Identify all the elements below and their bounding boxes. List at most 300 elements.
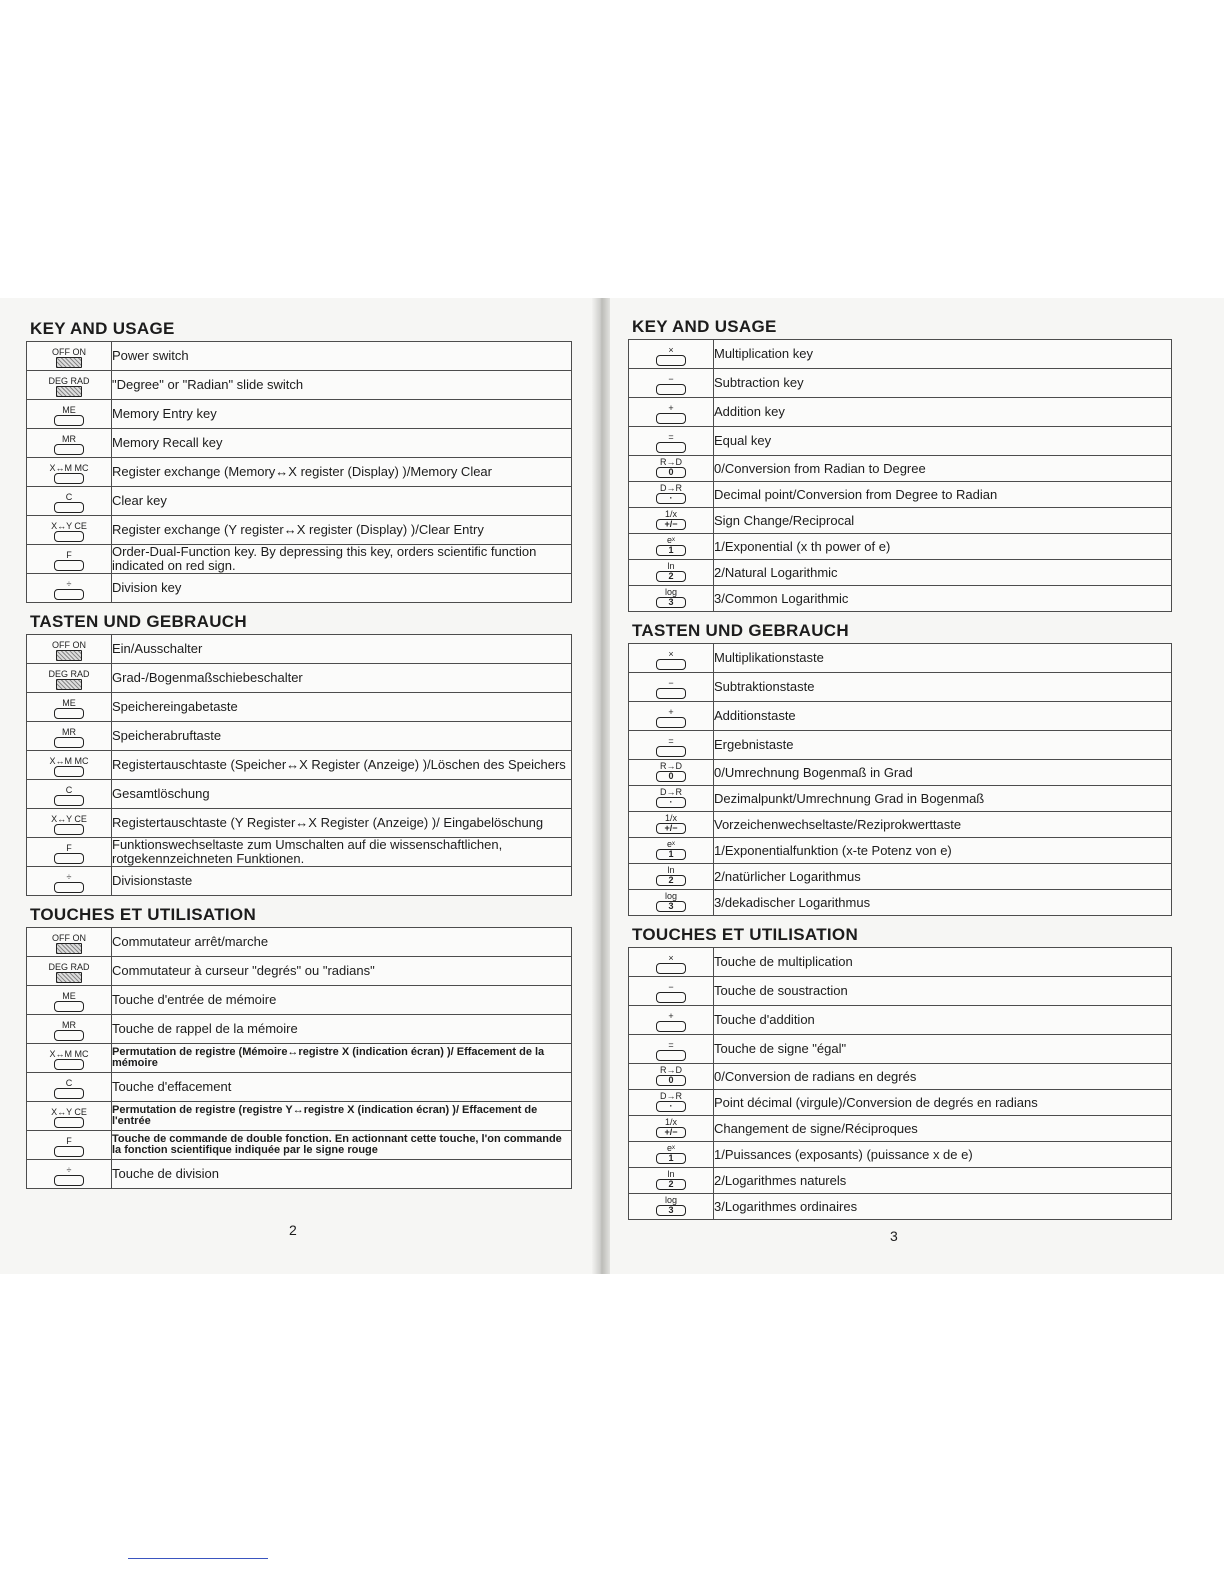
calculator-key-icon (39, 641, 99, 663)
calculator-key-icon (641, 375, 701, 397)
key-cap: 1 (656, 545, 686, 556)
calculator-key-icon (641, 588, 701, 610)
key-row (27, 664, 572, 693)
key-cap: +/− (656, 519, 686, 530)
key-cap (54, 473, 84, 484)
key-row (27, 516, 572, 545)
calculator-key-icon (641, 892, 701, 914)
key-row (629, 398, 1172, 427)
key-symbol-cell (629, 760, 714, 786)
key-symbol-cell (27, 928, 112, 957)
key-description: Divisionstaste (112, 867, 572, 896)
key-legend: C (65, 785, 73, 795)
key-cap (54, 531, 84, 542)
key-cap (656, 746, 686, 757)
calculator-key-icon (641, 650, 701, 672)
key-description: Speicherabruftaste (112, 722, 572, 751)
key-description: Register exchange (Y register↔X register (Display) )/Clear Entry (112, 516, 572, 545)
key-symbol-cell (629, 977, 714, 1006)
key-legend: ÷ (66, 579, 72, 589)
key-cap (54, 824, 84, 835)
key-row (629, 1035, 1172, 1064)
key-cap (656, 1050, 686, 1061)
key-row (27, 751, 572, 780)
key-symbol-cell (629, 838, 714, 864)
key-symbol-cell (629, 482, 714, 508)
calculator-key-icon (641, 1196, 701, 1218)
key-legend: DEG RAD (48, 962, 90, 972)
key-description: 3/Logarithmes ordinaires (714, 1194, 1172, 1220)
calculator-key-icon (39, 757, 99, 779)
key-symbol-cell (629, 427, 714, 456)
key-row (27, 957, 572, 986)
calculator-key-icon (641, 562, 701, 584)
key-legend: MR (62, 727, 76, 737)
key-row (629, 760, 1172, 786)
calculator-key-icon (641, 1012, 701, 1034)
calculator-key-icon (39, 377, 99, 399)
calculator-key-icon (641, 708, 701, 730)
key-symbol-cell (27, 516, 112, 545)
key-row (27, 693, 572, 722)
key-description: Changement de signe/Réciproques (714, 1116, 1172, 1142)
key-cap (54, 415, 84, 426)
key-table-en (628, 339, 1172, 612)
key-description: Order-Dual-Function key. By depressing this key, orders scientific function indicated on red sign. (112, 545, 572, 574)
key-legend: ME (62, 405, 76, 415)
key-symbol-cell (27, 722, 112, 751)
footer-rule (128, 1558, 268, 1559)
key-description: Vorzeichenwechseltaste/Reziprokwerttaste (714, 812, 1172, 838)
key-row (629, 427, 1172, 456)
key-cap: 1 (656, 849, 686, 860)
key-table-de (628, 643, 1172, 916)
calculator-key-icon (39, 963, 99, 985)
key-row (629, 369, 1172, 398)
key-symbol-cell (629, 586, 714, 612)
calculator-key-icon (641, 737, 701, 759)
key-row (27, 545, 572, 574)
key-row (629, 644, 1172, 673)
key-description: 0/Conversion de radians en degrés (714, 1064, 1172, 1090)
key-symbol-cell (27, 342, 112, 371)
key-legend: 1/x (664, 1116, 677, 1127)
key-cap: +/− (656, 1127, 686, 1138)
key-cap: 3 (656, 597, 686, 608)
key-description: Decimal point/Conversion from Degree to Radian (714, 482, 1172, 508)
key-legend: R→D (660, 1064, 682, 1075)
key-description: Memory Entry key (112, 400, 572, 429)
key-cap (54, 1030, 84, 1041)
key-cap: 0 (656, 467, 686, 478)
key-description: Memory Recall key (112, 429, 572, 458)
key-symbol-cell (629, 1168, 714, 1194)
key-row (629, 1064, 1172, 1090)
key-cap: · (656, 797, 686, 808)
key-description: Dezimalpunkt/Umrechnung Grad in Bogenmaß (714, 786, 1172, 812)
key-description: 0/Umrechnung Bogenmaß in Grad (714, 760, 1172, 786)
page-number-right: 3 (890, 1228, 898, 1244)
key-symbol-cell (629, 369, 714, 398)
key-description: Funktionswechseltaste zum Umschalten auf die wissenschaftlichen, rotgekennzeichneten Funktionen. (112, 838, 572, 867)
key-legend: log (664, 890, 677, 901)
key-description: Speichereingabetaste (112, 693, 572, 722)
key-legend: 1/x (664, 508, 677, 519)
key-symbol-cell (629, 673, 714, 702)
key-legend: eˣ (667, 1142, 675, 1153)
key-cap (656, 355, 686, 366)
key-row (629, 890, 1172, 916)
key-legend: X↔M MC (49, 1049, 89, 1059)
key-cap (54, 766, 84, 777)
key-table-fr (26, 927, 572, 1189)
page-number-left: 2 (289, 1222, 297, 1238)
section-title-de: TASTEN UND GEBRAUCH (632, 621, 849, 640)
key-description: 2/natürlicher Logarithmus (714, 864, 1172, 890)
key-row (629, 1006, 1172, 1035)
key-description: Commutateur à curseur "degrés" ou "radians" (112, 957, 572, 986)
section-title-fr: TOUCHES ET UTILISATION (632, 925, 859, 944)
key-cap (56, 650, 82, 661)
key-symbol-cell (629, 1064, 714, 1090)
key-description: Registertauschtaste (Y Register↔X Register (Anzeige) )/ Eingabelöschung (112, 809, 572, 838)
key-cap: 3 (656, 901, 686, 912)
key-cap (54, 1117, 84, 1128)
key-cap (54, 1146, 84, 1157)
key-symbol-cell (27, 957, 112, 986)
key-legend: ÷ (66, 872, 72, 882)
key-legend: = (668, 736, 674, 746)
key-symbol-cell (629, 534, 714, 560)
key-cap (54, 1001, 84, 1012)
key-cap: 2 (656, 875, 686, 886)
key-cap (56, 357, 82, 368)
key-symbol-cell (27, 429, 112, 458)
key-row (27, 1073, 572, 1102)
key-legend: eˣ (667, 534, 675, 545)
key-symbol-cell (629, 560, 714, 586)
key-description: 2/Natural Logarithmic (714, 560, 1172, 586)
key-cap (54, 1059, 84, 1070)
key-row (27, 986, 572, 1015)
section-title-en: KEY AND USAGE (30, 319, 175, 338)
left-page (26, 318, 572, 1197)
key-cap (656, 688, 686, 699)
calculator-key-icon (39, 522, 99, 544)
key-row (629, 812, 1172, 838)
key-symbol-cell (27, 487, 112, 516)
key-description: Register exchange (Memory↔X register (Display) )/Memory Clear (112, 458, 572, 487)
key-legend: X↔Y CE (51, 521, 87, 531)
key-legend: MR (62, 1020, 76, 1030)
key-row (27, 928, 572, 957)
key-symbol-cell (27, 458, 112, 487)
key-cap: 0 (656, 771, 686, 782)
calculator-key-icon (39, 348, 99, 370)
key-cap: · (656, 1101, 686, 1112)
key-row (629, 508, 1172, 534)
calculator-key-icon (39, 580, 99, 602)
key-legend: + (668, 707, 674, 717)
key-description: Ein/Ausschalter (112, 635, 572, 664)
key-row (629, 586, 1172, 612)
key-row (629, 482, 1172, 508)
key-symbol-cell (27, 1160, 112, 1189)
calculator-key-icon (641, 1170, 701, 1192)
key-cap (54, 708, 84, 719)
key-row (629, 340, 1172, 369)
key-legend: C (65, 492, 73, 502)
calculator-key-icon (39, 992, 99, 1014)
key-legend: OFF ON (52, 640, 86, 650)
calculator-key-icon (641, 433, 701, 455)
key-description: Touche de rappel de la mémoire (112, 1015, 572, 1044)
key-legend: F (66, 550, 72, 560)
key-description: Ergebnistaste (714, 731, 1172, 760)
key-symbol-cell (27, 809, 112, 838)
key-legend: C (65, 1078, 73, 1088)
right-page (628, 316, 1172, 1228)
key-description: 1/Exponential (x th power of e) (714, 534, 1172, 560)
key-cap: 3 (656, 1205, 686, 1216)
key-cap (54, 560, 84, 571)
key-cap (54, 795, 84, 806)
key-cap (656, 992, 686, 1003)
key-cap (54, 444, 84, 455)
key-symbol-cell (629, 812, 714, 838)
key-description: Point décimal (virgule)/Conversion de degrés en radians (714, 1090, 1172, 1116)
key-symbol-cell (629, 1035, 714, 1064)
key-legend: log (664, 586, 677, 597)
key-legend: × (668, 649, 674, 659)
key-cap (656, 384, 686, 395)
key-cap (656, 442, 686, 453)
key-legend: OFF ON (52, 933, 86, 943)
calculator-key-icon (39, 728, 99, 750)
key-table-de (26, 634, 572, 896)
key-symbol-cell (629, 786, 714, 812)
calculator-key-icon (39, 1050, 99, 1072)
calculator-key-icon (641, 404, 701, 426)
key-description: Grad-/Bogenmaßschiebeschalter (112, 664, 572, 693)
key-row (629, 838, 1172, 864)
key-description: Addition key (714, 398, 1172, 427)
calculator-key-icon (39, 786, 99, 808)
key-cap (656, 659, 686, 670)
key-cap (54, 1175, 84, 1186)
key-legend: DEG RAD (48, 669, 90, 679)
key-symbol-cell (629, 508, 714, 534)
key-description: Touche de soustraction (714, 977, 1172, 1006)
key-legend: F (66, 843, 72, 853)
key-row (629, 702, 1172, 731)
key-cap (54, 882, 84, 893)
calculator-key-icon (641, 954, 701, 976)
key-row (27, 371, 572, 400)
key-cap (56, 943, 82, 954)
calculator-key-icon (39, 873, 99, 895)
key-symbol-cell (629, 398, 714, 427)
key-symbol-cell (629, 864, 714, 890)
key-description: Power switch (112, 342, 572, 371)
calculator-key-icon (641, 866, 701, 888)
key-description: 3/dekadischer Logarithmus (714, 890, 1172, 916)
key-symbol-cell (629, 948, 714, 977)
key-symbol-cell (629, 890, 714, 916)
key-row (629, 731, 1172, 760)
key-description: "Degree" or "Radian" slide switch (112, 371, 572, 400)
calculator-key-icon (641, 762, 701, 784)
key-row (629, 786, 1172, 812)
key-description: 0/Conversion from Radian to Degree (714, 456, 1172, 482)
key-description: Subtraktionstaste (714, 673, 1172, 702)
key-row (629, 456, 1172, 482)
key-symbol-cell (27, 400, 112, 429)
key-cap (56, 972, 82, 983)
calculator-key-icon (641, 1041, 701, 1063)
key-table-fr (628, 947, 1172, 1220)
key-symbol-cell (27, 751, 112, 780)
key-description: 1/Exponentialfunktion (x-te Potenz von e) (714, 838, 1172, 864)
book-gutter (592, 298, 610, 1274)
key-description: Touche de multiplication (714, 948, 1172, 977)
key-row (629, 1116, 1172, 1142)
key-symbol-cell (27, 1044, 112, 1073)
key-row (27, 429, 572, 458)
key-row (27, 574, 572, 603)
key-description: 1/Puissances (exposants) (puissance x de e) (714, 1142, 1172, 1168)
key-symbol-cell (629, 644, 714, 673)
calculator-key-icon (39, 493, 99, 515)
key-symbol-cell (27, 693, 112, 722)
key-symbol-cell (27, 371, 112, 400)
calculator-key-icon (641, 510, 701, 532)
key-row (629, 1142, 1172, 1168)
key-legend: X↔Y CE (51, 814, 87, 824)
calculator-key-icon (39, 1137, 99, 1159)
key-row (629, 673, 1172, 702)
key-symbol-cell (27, 780, 112, 809)
key-legend: × (668, 953, 674, 963)
key-legend: × (668, 345, 674, 355)
key-description: Touche de signe "égal" (714, 1035, 1172, 1064)
key-cap: 1 (656, 1153, 686, 1164)
key-symbol-cell (27, 1073, 112, 1102)
key-cap (54, 1088, 84, 1099)
key-row (27, 809, 572, 838)
key-cap: · (656, 493, 686, 504)
calculator-key-icon (641, 840, 701, 862)
key-row (27, 1102, 572, 1131)
key-description: Division key (112, 574, 572, 603)
key-cap (656, 963, 686, 974)
key-legend: 1/x (664, 812, 677, 823)
key-legend: OFF ON (52, 347, 86, 357)
calculator-key-icon (641, 1118, 701, 1140)
key-row (27, 635, 572, 664)
key-legend: − (668, 982, 674, 992)
calculator-key-icon (39, 844, 99, 866)
section-title-en: KEY AND USAGE (632, 317, 777, 336)
calculator-key-icon (39, 551, 99, 573)
key-symbol-cell (27, 635, 112, 664)
key-legend: D→R (660, 1090, 682, 1101)
key-description: Equal key (714, 427, 1172, 456)
key-cap: +/− (656, 823, 686, 834)
key-row (27, 722, 572, 751)
key-cap (656, 413, 686, 424)
key-cap (54, 589, 84, 600)
key-description: Multiplikationstaste (714, 644, 1172, 673)
key-description: Commutateur arrêt/marche (112, 928, 572, 957)
key-legend: − (668, 678, 674, 688)
key-description: Permutation de registre (Mémoire↔registre X (indication écran) )/ Effacement de la mémoire (112, 1044, 572, 1073)
key-description: Subtraction key (714, 369, 1172, 398)
key-description: Touche d'effacement (112, 1073, 572, 1102)
key-symbol-cell (27, 1015, 112, 1044)
key-description: Additionstaste (714, 702, 1172, 731)
key-legend: − (668, 374, 674, 384)
key-legend: log (664, 1194, 677, 1205)
calculator-key-icon (641, 458, 701, 480)
calculator-key-icon (39, 435, 99, 457)
calculator-key-icon (641, 484, 701, 506)
key-description: Clear key (112, 487, 572, 516)
key-symbol-cell (27, 545, 112, 574)
calculator-key-icon (39, 815, 99, 837)
key-symbol-cell (629, 702, 714, 731)
calculator-key-icon (641, 679, 701, 701)
calculator-key-icon (641, 1144, 701, 1166)
section-title-de: TASTEN UND GEBRAUCH (30, 612, 247, 631)
key-legend: ln (667, 1168, 675, 1179)
key-symbol-cell (27, 1102, 112, 1131)
calculator-key-icon (39, 670, 99, 692)
key-symbol-cell (27, 664, 112, 693)
key-cap: 2 (656, 1179, 686, 1190)
key-row (629, 948, 1172, 977)
key-symbol-cell (629, 340, 714, 369)
key-legend: F (66, 1136, 72, 1146)
key-legend: X↔Y CE (51, 1107, 87, 1117)
key-legend: ln (667, 560, 675, 571)
key-cap (656, 1021, 686, 1032)
calculator-key-icon (641, 983, 701, 1005)
key-row (27, 867, 572, 896)
key-cap (54, 502, 84, 513)
key-legend: eˣ (667, 838, 675, 849)
key-row (27, 1131, 572, 1160)
key-description: Touche de commande de double fonction. En actionnant cette touche, l'on commande la fonction scientifique indiquée par le signe rouge (112, 1131, 572, 1160)
key-row (27, 838, 572, 867)
key-legend: X↔M MC (49, 756, 89, 766)
key-row (629, 560, 1172, 586)
key-symbol-cell (629, 1006, 714, 1035)
key-cap (656, 717, 686, 728)
calculator-key-icon (39, 1079, 99, 1101)
key-legend: + (668, 403, 674, 413)
key-symbol-cell (27, 1131, 112, 1160)
key-legend: = (668, 1040, 674, 1050)
key-legend: R→D (660, 760, 682, 771)
calculator-key-icon (39, 464, 99, 486)
calculator-key-icon (641, 346, 701, 368)
key-description: 3/Common Logarithmic (714, 586, 1172, 612)
calculator-key-icon (39, 1021, 99, 1043)
calculator-key-icon (39, 1108, 99, 1130)
key-symbol-cell (629, 731, 714, 760)
key-legend: D→R (660, 786, 682, 797)
